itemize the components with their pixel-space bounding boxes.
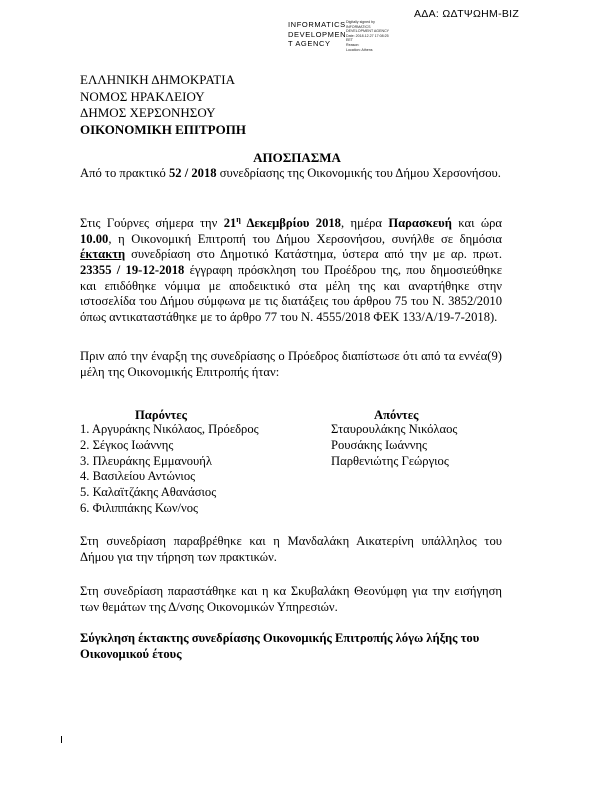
present-members-heading: Παρόντες	[135, 408, 187, 422]
present-member: 5. Καλαϊτζάκης Αθανάσιος	[80, 485, 217, 500]
rapporteur-paragraph: Στη συνεδρίαση παραστάθηκε και η κα Σκυβαλάκη Θεονύμφη για την εισήγηση των θεμάτων της Δ/νσης Οικονομικών Υπηρεσιών.	[80, 584, 502, 614]
session-details-paragraph	[80, 212, 502, 325]
issuer-header	[80, 72, 246, 138]
absent-member: Ρουσάκης Ιωάννης	[331, 437, 428, 452]
day-suffix: η	[236, 215, 241, 224]
header-committee: ΟΙΚΟΝΟΜΙΚΗ ΕΠΙΤΡΟΠΗ	[80, 121, 246, 137]
stamp-title-line: T AGENCY	[288, 39, 331, 48]
decision-subject: Σύγκληση έκτακτης συνεδρίασης Οικονομικής Επιτροπής λόγω λήξης του Οικονομικού έτους	[80, 631, 480, 661]
present-member: 3. Πλευράκης Εμμανουήλ	[80, 453, 212, 468]
text: συνεδρίασης της Οικονομικής του Δήμου Χερσονήσου.	[216, 166, 501, 180]
stamp-meta-line: Location: Athens	[346, 47, 373, 52]
quorum-paragraph: Πριν από την έναρξη της συνεδρίασης ο Πρόεδρος διαπίστωσε ότι από τα εννέα(9) μέλη της Οικονομικής Επιτροπής ήταν:	[80, 349, 502, 379]
present-member: 2. Σέγκος Ιωάννης	[80, 437, 174, 452]
absent-members-list	[331, 422, 457, 469]
session-date	[224, 216, 341, 230]
text: και ώρα	[451, 216, 502, 231]
ada-code: ΑΔΑ: ΩΔΤΨΩΗΜ-ΒΙΖ	[414, 8, 520, 20]
minutes-keeper-paragraph: Στη συνεδρίαση παραβρέθηκε και η Μανδαλάκη Αικατερίνη υπάλληλος του Δήμου για την τήρηση των πρακτικών.	[80, 534, 502, 564]
session-month-year: Δεκεμβρίου 2018	[240, 216, 341, 231]
absent-members-heading: Απόντες	[374, 408, 419, 422]
session-type: έκτακτη	[80, 247, 126, 262]
stamp-title-line: DEVELOPMEN	[288, 29, 347, 39]
document-title: ΑΠΟΣΠΑΣΜΑ	[253, 150, 341, 165]
present-member: 4. Βασιλείου Αντώνιος	[80, 469, 196, 484]
protocol-number: 23355 / 19-12-2018	[80, 262, 185, 277]
absent-member: Παρθενιώτης Γεώργιος	[331, 453, 449, 468]
text: Στις Γούρνες σήμερα την	[80, 216, 224, 231]
text: συνεδρίαση στο Δημοτικό Κατάστημα, ύστερα από την με αρ. πρωτ.	[125, 247, 502, 262]
header-prefecture: ΝΟΜΟΣ ΗΡΑΚΛΕΙΟΥ	[80, 88, 205, 104]
session-weekday: Παρασκευή	[388, 216, 452, 231]
stamp-meta-line: EET	[346, 38, 353, 43]
stamp-meta-line: Reason:	[346, 42, 360, 47]
text: , η Οικονομική Επιτροπή του Δήμου Χερσονήσου, συνήλθε σε δημόσια	[108, 231, 502, 246]
minutes-reference-paragraph	[80, 166, 502, 182]
stamp-meta-line: DEVELOPMENT AGENCY	[346, 29, 390, 34]
session-day: 21	[223, 216, 237, 231]
session-time: 10.00	[80, 231, 109, 246]
text: , ημέρα	[340, 216, 389, 231]
stamp-title-line: INFORMATICS	[288, 20, 346, 29]
stamp-meta-line: INFORMATICS	[346, 24, 371, 29]
header-republic: ΕΛΛΗΝΙΚΗ ΔΗΜΟΚΡΑΤΙΑ	[80, 72, 235, 87]
present-member: 6. Φιλιππάκης Κων/νος	[80, 500, 198, 515]
stamp-meta-line: Digitally signed by	[346, 20, 375, 24]
absent-member: Σταυρουλάκης Νικόλαος	[331, 422, 458, 436]
stamp-meta-line: Date: 2018.12.27 17:08:25	[346, 33, 389, 38]
present-member: 1. Αργυράκης Νικόλαος, Πρόεδρος	[80, 422, 259, 436]
text: έγγραφη πρόσκληση του Προέδρου της, που δημοσιεύθηκε και επιδόθηκε νόμιμα με αποδεικτικό στα μέλη της και αναρτήθηκε στην ιστοσελίδα του Δήμου σύμφωνα με τις διατάξεις του άρθρου 75 του Ν. 3852/2010 όπως αντικαταστάθηκε με το άρθρο 77 του Ν. 4555/2018 ΦΕΚ 133/Α/19-7-2018).	[80, 262, 503, 324]
margin-mark	[61, 736, 62, 743]
present-members-list	[80, 422, 259, 517]
digital-signature-stamp-details	[346, 20, 389, 52]
header-municipality: ΔΗΜΟΣ ΧΕΡΣΟΝΗΣΟΥ	[80, 105, 216, 120]
digital-signature-stamp-title	[288, 20, 346, 49]
text: Από το πρακτικό	[80, 166, 169, 180]
minutes-number: 52 / 2018	[168, 166, 217, 180]
